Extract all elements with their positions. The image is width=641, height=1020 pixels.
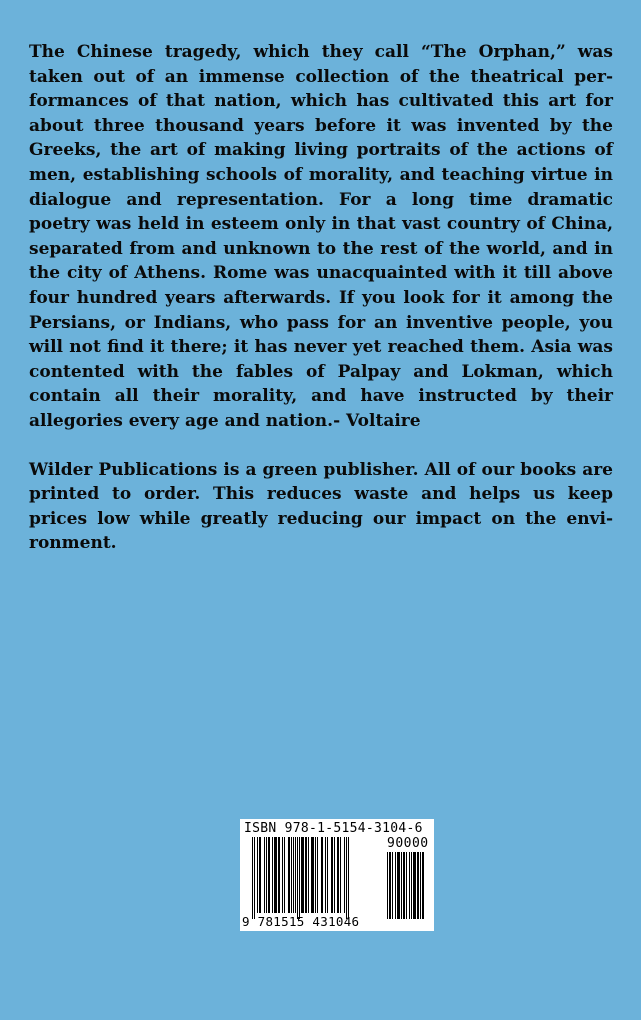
- isbn-text: ISBN 978-1-5154-3104-6: [244, 821, 423, 836]
- barcode-bar: [284, 837, 285, 913]
- barcode-bar: [395, 852, 396, 919]
- barcode-bar: [311, 837, 314, 913]
- barcode-bar: [266, 837, 267, 913]
- barcode-bar: [420, 852, 421, 919]
- barcode-bar: [392, 852, 393, 919]
- barcode-bar: [401, 852, 402, 919]
- barcode-bar: [297, 837, 298, 919]
- barcode-bar: [397, 852, 400, 919]
- barcode-bar: [348, 837, 349, 919]
- barcode-bar: [406, 852, 407, 919]
- barcode-bar: [389, 852, 391, 919]
- barcode-bar: [346, 837, 347, 919]
- barcode-bar: [422, 852, 424, 919]
- publisher-note: Wilder Publications is a green publisher. All of our books are printed to order. This reduces waste and helps us keep prices low while greatly reducing our impact on the environment.: [29, 459, 613, 554]
- barcode-bar: [254, 837, 255, 919]
- barcode-bar: [295, 837, 296, 913]
- barcode-bar: [315, 837, 316, 913]
- back-cover-blurb: [29, 40, 613, 556]
- barcode-bar: [274, 837, 277, 913]
- barcode-bar: [272, 837, 273, 913]
- barcode-bar: [259, 837, 261, 913]
- barcode-bar: [299, 837, 300, 919]
- barcode-bar: [288, 837, 290, 913]
- price-addon-digits: 90000: [387, 836, 429, 851]
- addon-barcode-bars: [387, 852, 430, 919]
- ean-barcode-bars: [252, 837, 384, 919]
- barcode-bar: [264, 837, 265, 913]
- barcode-bar: [257, 837, 258, 913]
- barcode-bar: [344, 837, 345, 913]
- barcode-bar: [325, 837, 326, 913]
- barcode-bar: [278, 837, 280, 913]
- barcode-bar: [308, 837, 309, 913]
- barcode-label: [240, 819, 434, 931]
- barcode-bar: [321, 837, 323, 913]
- barcode-bar: [340, 837, 341, 913]
- barcode-bar: [417, 852, 419, 919]
- barcode-bar: [409, 852, 410, 919]
- barcode-bar: [282, 837, 283, 913]
- barcode-bar: [403, 852, 405, 919]
- barcode-bar: [413, 852, 416, 919]
- barcode-bar: [317, 837, 318, 913]
- barcode-bar: [268, 837, 270, 913]
- barcode-bar: [301, 837, 304, 913]
- barcode-bar: [387, 852, 388, 919]
- barcode-bar: [337, 837, 339, 913]
- ean-digits: 9 781515 431046: [242, 914, 360, 929]
- barcode-bar: [291, 837, 292, 913]
- barcode-bar: [305, 837, 307, 913]
- barcode-bar: [252, 837, 253, 919]
- barcode-bar: [293, 837, 294, 913]
- barcode-bar: [331, 837, 333, 913]
- barcode-bar: [334, 837, 335, 913]
- barcode-bar: [327, 837, 328, 913]
- barcode-bar: [411, 852, 412, 919]
- description-paragraph: The Chinese tragedy, which they call “The Orphan,” was taken out of an immense collection of the theatrical performances of that nation, which has cultivated this art for about three thousand years before it was invented by the Greeks, the art of making living portraits of the actions of men, establishing schools of morality, and teaching virtue in dialogue and representation. For a long time dramatic poetry was held in esteem only in that vast country of China, separated from and unknown to the rest of the world, and in the city of Athens. Rome was unacquainted with it till above four hundred years afterwards. If you look for it among the Persians, or Indians, who pass for an inventive people, you will not find it there; it has never yet reached them. Asia was contented with the fables of Palpay and Lokman, which contain all their morality, and have instructed by their allegories every age and nation.- Voltaire: [29, 42, 613, 431]
